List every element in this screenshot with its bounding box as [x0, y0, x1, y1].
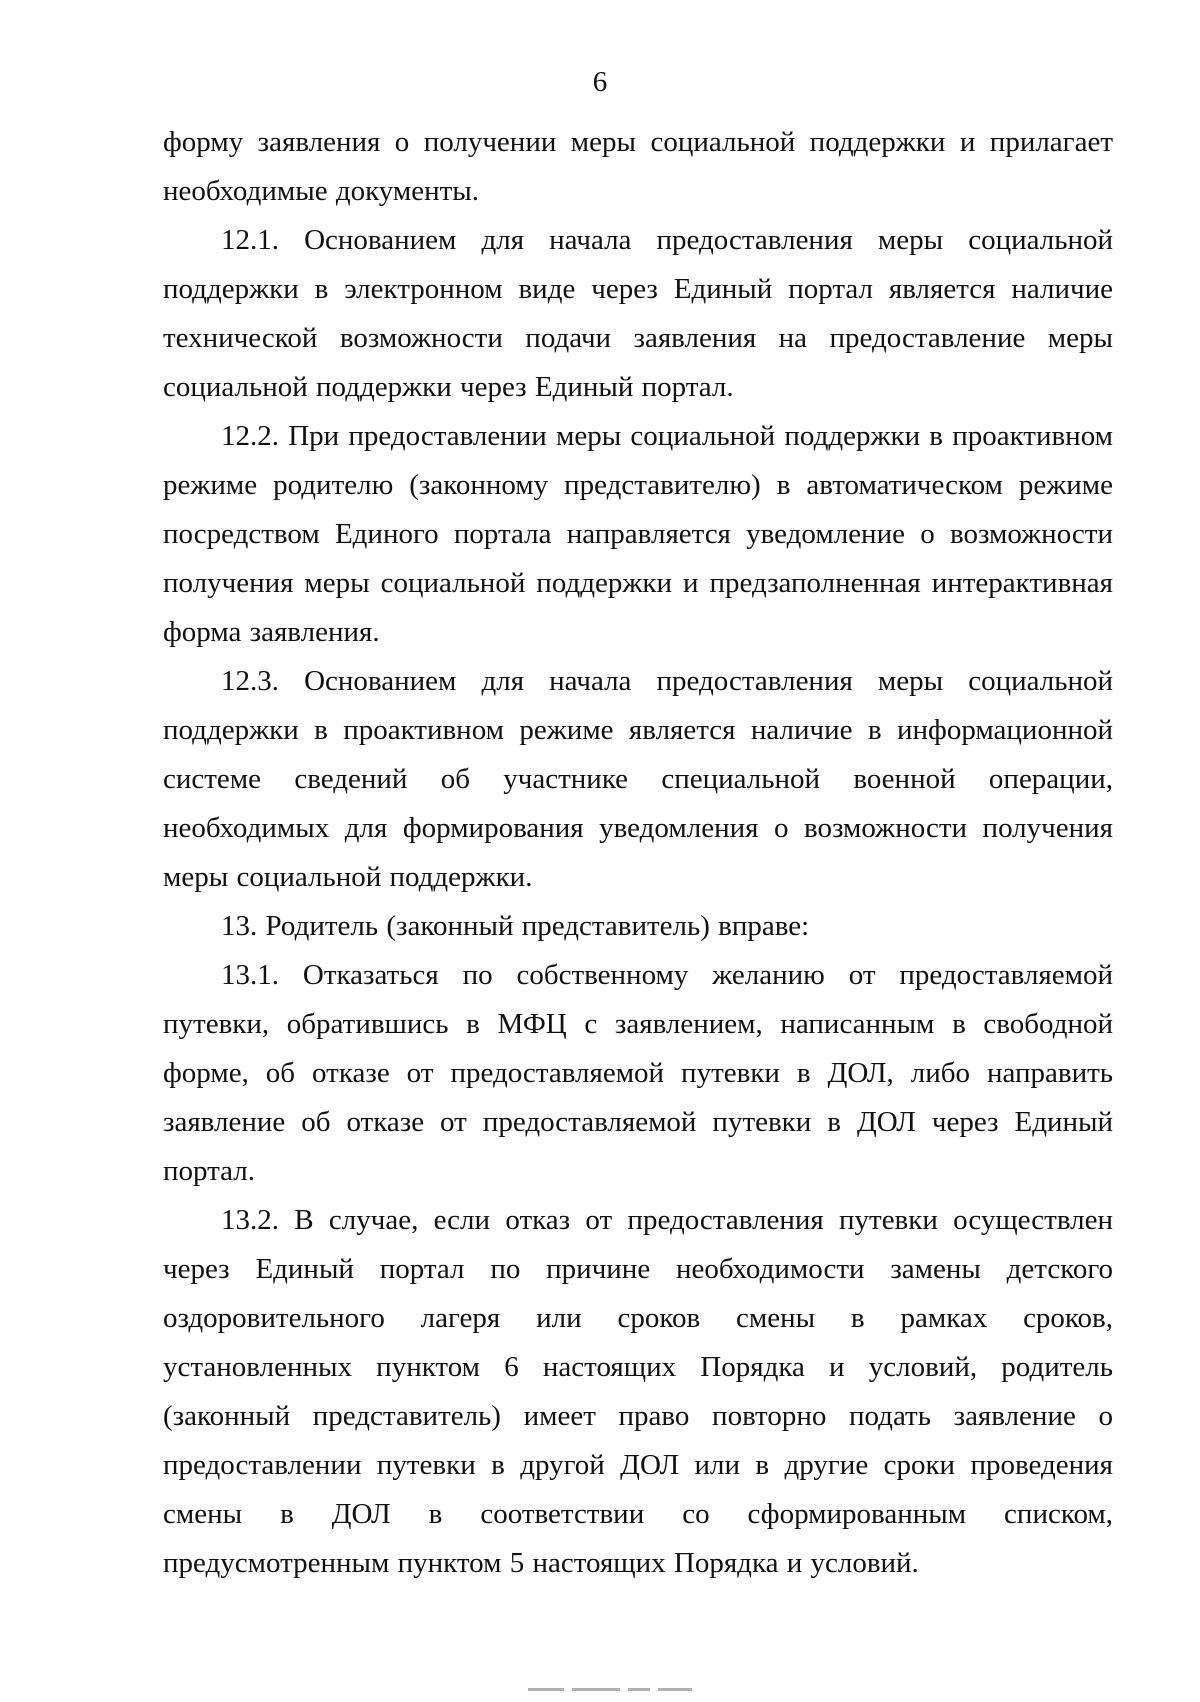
paragraph-13: 13. Родитель (законный представитель) вправе: [221, 910, 810, 942]
paragraph-12-3: 12.3. Основанием для начала предоставления меры социальной поддержки в проактивном режиме является наличие в информационной системе сведений об участнике специальной военной операции, необходимых для формирования уведомления о возможности получения меры социальной поддержки. [163, 665, 1113, 893]
scan-footer-mark [528, 1688, 698, 1691]
page-number: 6 [592, 66, 608, 98]
paragraph-12-2: 12.2. При предоставлении меры социальной поддержки в проактивном режиме родителю (законному представителю) в автоматическом режиме посредством Единого портала направляется уведомление о возможности получения меры социальной поддержки и предзаполненная интерактивная форма заявления. [163, 420, 1113, 648]
document-body [163, 118, 1113, 1588]
paragraph-12-1: 12.1. Основанием для начала предоставления меры социальной поддержки в электронном виде через Единый портал является наличие технической возможности подачи заявления на предоставление меры социальной поддержки через Единый портал. [163, 224, 1113, 403]
paragraph-13-2: 13.2. В случае, если отказ от предоставления путевки осуществлен через Единый портал по причине необходимости замены детского оздоровительного лагеря или сроков смены в рамках сроков, установленных пунктом 6 настоящих Порядка и условий, родитель (законный представитель) имеет право повторно подать заявление о предоставлении путевки в другой ДОЛ или в другие сроки проведения смены в ДОЛ в соответствии со сформированным списком, предусмотренным пунктом 5 настоящих Порядка и условий. [163, 1204, 1113, 1579]
paragraph-continuation: форму заявления о получении меры социальной поддержки и прилагает необходимые документы. [163, 126, 1113, 207]
paragraph-13-1: 13.1. Отказаться по собственному желанию от предоставляемой путевки, обратившись в МФЦ с заявлением, написанным в свободной форме, об отказе от предоставляемой путевки в ДОЛ, либо направить заявление об отказе от предоставляемой путевки в ДОЛ через Единый портал. [163, 959, 1113, 1187]
